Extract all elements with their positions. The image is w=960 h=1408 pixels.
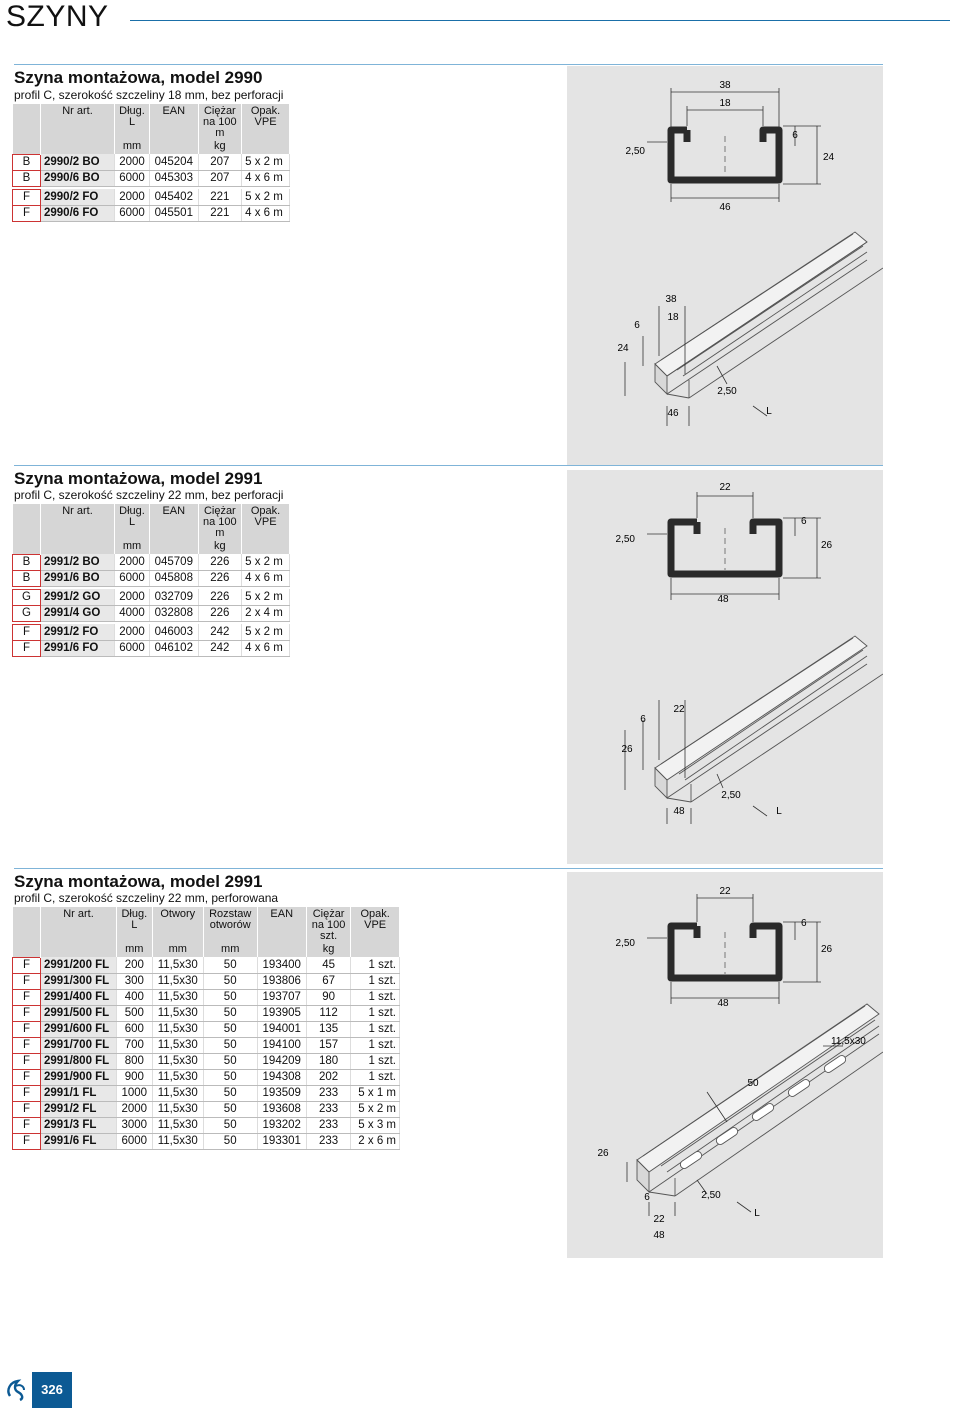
- cell-ean: 194100: [257, 1037, 306, 1053]
- col-weight: Ciężar na 100 m: [198, 504, 242, 541]
- cell-art: 2991/2 FO: [41, 624, 115, 640]
- section-subtitle: profil C, szerokość szczeliny 22 mm, perforowana: [14, 891, 279, 905]
- persp-holes: 11,5x30: [831, 1036, 866, 1047]
- table-row: [13, 1069, 400, 1085]
- cell-vpe: 5 x 2 m: [242, 189, 290, 205]
- cell-weight: 45: [306, 957, 350, 973]
- cell-vpe: 4 x 6 m: [242, 640, 290, 656]
- cell-vpe: 5 x 2 m: [242, 554, 290, 570]
- col-vpe: Opak. VPE: [242, 104, 290, 141]
- cell-weight: 112: [306, 1005, 350, 1021]
- cell-weight: 202: [306, 1069, 350, 1085]
- persp-height: 26: [621, 744, 633, 755]
- cell-ean: 032709: [150, 589, 199, 605]
- unit-weight: kg: [198, 141, 242, 154]
- col-ean: EAN: [150, 104, 199, 141]
- cell-pitch: 50: [203, 1053, 257, 1069]
- cell-art: 2990/2 BO: [41, 154, 115, 170]
- cell-len: 6000: [115, 170, 150, 186]
- finish-code: G: [13, 589, 41, 605]
- cell-len: 2000: [115, 189, 150, 205]
- cell-len: 6000: [115, 640, 150, 656]
- section-title: Szyna montażowa, model 2991: [14, 872, 263, 891]
- cell-weight: 226: [198, 554, 242, 570]
- finish-code: F: [13, 624, 41, 640]
- table-row: [13, 957, 400, 973]
- cell-len: 6000: [115, 570, 150, 586]
- cell-art: 2991/2 BO: [41, 554, 115, 570]
- cell-ean: 193301: [257, 1133, 306, 1149]
- cell-len: 900: [117, 1069, 153, 1085]
- cell-vpe: 1 szt.: [351, 1021, 400, 1037]
- dim-lip: 6: [801, 918, 807, 929]
- cell-weight: 226: [198, 589, 242, 605]
- cell-art: 2991/2 GO: [41, 589, 115, 605]
- persp-height: 24: [617, 343, 629, 354]
- cell-vpe: 1 szt.: [351, 1053, 400, 1069]
- cell-holes: 11,5x30: [152, 1069, 203, 1085]
- unit-holes: mm: [152, 944, 203, 957]
- cell-ean: 045303: [150, 170, 199, 186]
- table-row: [13, 1021, 400, 1037]
- cell-weight: 233: [306, 1101, 350, 1117]
- cell-ean: 193905: [257, 1005, 306, 1021]
- dim-height: 24: [823, 152, 835, 163]
- col-weight: Ciężar na 100 szt.: [306, 907, 350, 944]
- cell-art: 2991/600 FL: [41, 1021, 117, 1037]
- persp-slot: 22: [673, 704, 685, 715]
- col-length: Dług. L: [117, 907, 153, 944]
- cell-ean: 193806: [257, 973, 306, 989]
- cell-pitch: 50: [203, 973, 257, 989]
- finish-code: F: [13, 1069, 41, 1085]
- cell-weight: 221: [198, 205, 242, 221]
- cell-vpe: 1 szt.: [351, 1069, 400, 1085]
- cell-ean: 194308: [257, 1069, 306, 1085]
- cell-weight: 242: [198, 624, 242, 640]
- cell-vpe: 2 x 6 m: [351, 1133, 400, 1149]
- cell-art: 2991/400 FL: [41, 989, 117, 1005]
- cell-weight: 226: [198, 570, 242, 586]
- table-row: [13, 1085, 400, 1101]
- dim-width: 48: [717, 594, 729, 605]
- table-units: [13, 944, 400, 957]
- finish-code: F: [13, 1133, 41, 1149]
- cell-ean: 045709: [150, 554, 199, 570]
- dim-lip: 6: [801, 516, 807, 527]
- cell-weight: 221: [198, 189, 242, 205]
- col-letter: [13, 907, 41, 944]
- cell-art: 2991/800 FL: [41, 1053, 117, 1069]
- col-weight: Ciężar na 100 m: [198, 104, 242, 141]
- cell-art: 2991/2 FL: [41, 1101, 117, 1117]
- dim-width: 48: [717, 998, 729, 1009]
- dim-top: 38: [719, 80, 731, 91]
- dim-height: 26: [821, 540, 833, 551]
- col-length: Dług. L: [115, 104, 150, 141]
- cell-ean: 194001: [257, 1021, 306, 1037]
- cell-len: 2000: [115, 624, 150, 640]
- cell-vpe: 1 szt.: [351, 957, 400, 973]
- cell-weight: 67: [306, 973, 350, 989]
- cell-pitch: 50: [203, 1005, 257, 1021]
- finish-code: B: [13, 554, 41, 570]
- finish-code: F: [13, 1005, 41, 1021]
- cell-art: 2991/900 FL: [41, 1069, 117, 1085]
- cell-pitch: 50: [203, 1133, 257, 1149]
- cell-art: 2991/500 FL: [41, 1005, 117, 1021]
- cell-vpe: 5 x 3 m: [351, 1117, 400, 1133]
- cell-weight: 90: [306, 989, 350, 1005]
- perforation-holes: [679, 1054, 847, 1170]
- rail-perspective: [637, 1004, 883, 1196]
- cell-weight: 233: [306, 1085, 350, 1101]
- finish-code: F: [13, 1117, 41, 1133]
- cell-pitch: 50: [203, 957, 257, 973]
- cell-vpe: 1 szt.: [351, 989, 400, 1005]
- cell-vpe: 5 x 2 m: [351, 1101, 400, 1117]
- persp-lip: 6: [640, 714, 646, 725]
- cell-vpe: 4 x 6 m: [242, 205, 290, 221]
- dim-slot: 22: [719, 886, 731, 897]
- cell-ean: 193608: [257, 1101, 306, 1117]
- persp-pitch: 50: [747, 1078, 759, 1089]
- col-pitch: Rozstaw otworów: [203, 907, 257, 944]
- dim-width: 46: [719, 202, 731, 213]
- persp-top: 38: [665, 294, 677, 305]
- col-art: Nr art.: [41, 504, 115, 541]
- finish-code: F: [13, 957, 41, 973]
- section-rule: [14, 868, 883, 869]
- cell-vpe: 5 x 1 m: [351, 1085, 400, 1101]
- cell-holes: 11,5x30: [152, 1101, 203, 1117]
- persp-thickness: 2,50: [721, 790, 741, 801]
- cell-weight: 233: [306, 1117, 350, 1133]
- cell-len: 700: [117, 1037, 153, 1053]
- col-holes: Otwory: [152, 907, 203, 944]
- col-vpe: Opak. VPE: [242, 504, 290, 541]
- table-row: [13, 1037, 400, 1053]
- cell-holes: 11,5x30: [152, 1005, 203, 1021]
- cell-art: 2991/3 FL: [41, 1117, 117, 1133]
- section-subtitle: profil C, szerokość szczeliny 22 mm, bez perforacji: [14, 488, 284, 502]
- cell-len: 800: [117, 1053, 153, 1069]
- finish-code: F: [13, 640, 41, 656]
- cell-art: 2991/6 FL: [41, 1133, 117, 1149]
- cell-ean: 045808: [150, 570, 199, 586]
- dim-height: 26: [821, 944, 833, 955]
- spec-table: [12, 907, 400, 1150]
- cell-len: 2000: [115, 154, 150, 170]
- cell-holes: 11,5x30: [152, 989, 203, 1005]
- cell-holes: 11,5x30: [152, 973, 203, 989]
- finish-code: B: [13, 570, 41, 586]
- finish-code: F: [13, 989, 41, 1005]
- cell-holes: 11,5x30: [152, 1053, 203, 1069]
- cell-vpe: 1 szt.: [351, 1037, 400, 1053]
- cell-ean: 045204: [150, 154, 199, 170]
- unit-length: mm: [117, 944, 153, 957]
- finish-code: F: [13, 1037, 41, 1053]
- cell-len: 600: [117, 1021, 153, 1037]
- cell-pitch: 50: [203, 1085, 257, 1101]
- cell-art: 2990/6 FO: [41, 205, 115, 221]
- cell-art: 2991/6 BO: [41, 570, 115, 586]
- cell-vpe: 4 x 6 m: [242, 570, 290, 586]
- page-title: SZYNY: [6, 0, 109, 33]
- cell-len: 2000: [115, 589, 150, 605]
- persp-thickness: 2,50: [717, 386, 737, 397]
- dim-slot: 22: [719, 482, 731, 493]
- finish-code: B: [13, 154, 41, 170]
- finish-code: G: [13, 605, 41, 621]
- cell-vpe: 1 szt.: [351, 1005, 400, 1021]
- dim-thickness: 2,50: [615, 534, 635, 545]
- cell-ean: 046102: [150, 640, 199, 656]
- dim-slot: 18: [719, 98, 731, 109]
- cell-vpe: 4 x 6 m: [242, 170, 290, 186]
- cell-len: 3000: [117, 1117, 153, 1133]
- persp-height: 26: [597, 1148, 609, 1159]
- cell-ean: 193202: [257, 1117, 306, 1133]
- cell-art: 2991/1 FL: [41, 1085, 117, 1101]
- cell-len: 500: [117, 1005, 153, 1021]
- cell-ean: 045402: [150, 189, 199, 205]
- cell-ean: 193509: [257, 1085, 306, 1101]
- table-row: [13, 1117, 400, 1133]
- persp-thickness: 2,50: [701, 1190, 721, 1201]
- cell-ean: 194209: [257, 1053, 306, 1069]
- cell-weight: 135: [306, 1021, 350, 1037]
- cell-art: 2990/2 FO: [41, 189, 115, 205]
- unit-weight: kg: [306, 944, 350, 957]
- cell-pitch: 50: [203, 1069, 257, 1085]
- logo-icon: [4, 1376, 28, 1402]
- cell-art: 2990/6 BO: [41, 170, 115, 186]
- persp-length: L: [754, 1208, 760, 1219]
- persp-lip: 6: [634, 320, 640, 331]
- cell-art: 2991/700 FL: [41, 1037, 117, 1053]
- persp-length: L: [766, 406, 772, 417]
- col-art: Nr art.: [41, 907, 117, 944]
- cell-holes: 11,5x30: [152, 1133, 203, 1149]
- persp-width: 48: [673, 806, 685, 817]
- table-row: [13, 1133, 400, 1149]
- finish-code: F: [13, 205, 41, 221]
- finish-code: B: [13, 170, 41, 186]
- cell-weight: 226: [198, 605, 242, 621]
- section-title: Szyna montażowa, model 2991: [14, 469, 263, 488]
- cell-weight: 207: [198, 154, 242, 170]
- finish-code: F: [13, 1053, 41, 1069]
- dim-thickness: 2,50: [615, 938, 635, 949]
- cell-vpe: 5 x 2 m: [242, 154, 290, 170]
- cell-weight: 180: [306, 1053, 350, 1069]
- cell-vpe: 2 x 4 m: [242, 605, 290, 621]
- persp-slot: 22: [653, 1214, 665, 1225]
- cell-ean: 193400: [257, 957, 306, 973]
- unit-weight: kg: [198, 541, 242, 554]
- cell-vpe: 5 x 2 m: [242, 589, 290, 605]
- col-ean: EAN: [150, 504, 199, 541]
- cell-len: 6000: [115, 205, 150, 221]
- cell-len: 1000: [117, 1085, 153, 1101]
- table-header: [13, 907, 400, 944]
- cell-len: 2000: [117, 1101, 153, 1117]
- section-subtitle: profil C, szerokość szczeliny 18 mm, bez perforacji: [14, 88, 284, 102]
- cell-weight: 233: [306, 1133, 350, 1149]
- unit-pitch: mm: [203, 944, 257, 957]
- cell-art: 2991/300 FL: [41, 973, 117, 989]
- cell-len: 400: [117, 989, 153, 1005]
- page-number: 326: [32, 1372, 72, 1408]
- cell-len: 2000: [115, 554, 150, 570]
- finish-code: F: [13, 1101, 41, 1117]
- cell-ean: 032808: [150, 605, 199, 621]
- table-row: [13, 1053, 400, 1069]
- persp-length: L: [776, 806, 782, 817]
- cell-pitch: 50: [203, 1101, 257, 1117]
- col-ean: EAN: [257, 907, 306, 944]
- col-length: Dług. L: [115, 504, 150, 541]
- persp-width: 48: [653, 1230, 665, 1241]
- unit-length: mm: [115, 141, 150, 154]
- cell-vpe: 5 x 2 m: [242, 624, 290, 640]
- unit-length: mm: [115, 541, 150, 554]
- table-row: [13, 989, 400, 1005]
- cell-weight: 207: [198, 170, 242, 186]
- table-row: [13, 1101, 400, 1117]
- section-title: Szyna montażowa, model 2990: [14, 68, 263, 87]
- finish-code: F: [13, 973, 41, 989]
- table-row: [13, 973, 400, 989]
- cell-pitch: 50: [203, 1021, 257, 1037]
- cell-holes: 11,5x30: [152, 957, 203, 973]
- cell-pitch: 50: [203, 1037, 257, 1053]
- cell-holes: 11,5x30: [152, 1037, 203, 1053]
- cell-holes: 11,5x30: [152, 1085, 203, 1101]
- cell-art: 2991/6 FO: [41, 640, 115, 656]
- cell-ean: 193707: [257, 989, 306, 1005]
- cell-holes: 11,5x30: [152, 1117, 203, 1133]
- cell-weight: 242: [198, 640, 242, 656]
- cell-art: 2991/4 GO: [41, 605, 115, 621]
- cell-ean: 046003: [150, 624, 199, 640]
- table-row: [13, 1005, 400, 1021]
- cell-holes: 11,5x30: [152, 1021, 203, 1037]
- finish-code: F: [13, 189, 41, 205]
- col-art: Nr art.: [41, 104, 115, 141]
- dim-thickness: 2,50: [625, 146, 645, 157]
- col-vpe: Opak. VPE: [351, 907, 400, 944]
- cell-vpe: 1 szt.: [351, 973, 400, 989]
- persp-lip: 6: [644, 1192, 650, 1203]
- cell-len: 200: [117, 957, 153, 973]
- finish-code: F: [13, 1021, 41, 1037]
- cell-ean: 045501: [150, 205, 199, 221]
- persp-slot: 18: [667, 312, 679, 323]
- cell-len: 6000: [117, 1133, 153, 1149]
- profile-diagram: [567, 872, 883, 1258]
- dim-lip: 6: [792, 130, 798, 141]
- cell-len: 4000: [115, 605, 150, 621]
- cell-art: 2991/200 FL: [41, 957, 117, 973]
- finish-code: F: [13, 1085, 41, 1101]
- cell-weight: 157: [306, 1037, 350, 1053]
- cell-pitch: 50: [203, 989, 257, 1005]
- cell-pitch: 50: [203, 1117, 257, 1133]
- cell-len: 300: [117, 973, 153, 989]
- persp-width: 46: [667, 408, 679, 419]
